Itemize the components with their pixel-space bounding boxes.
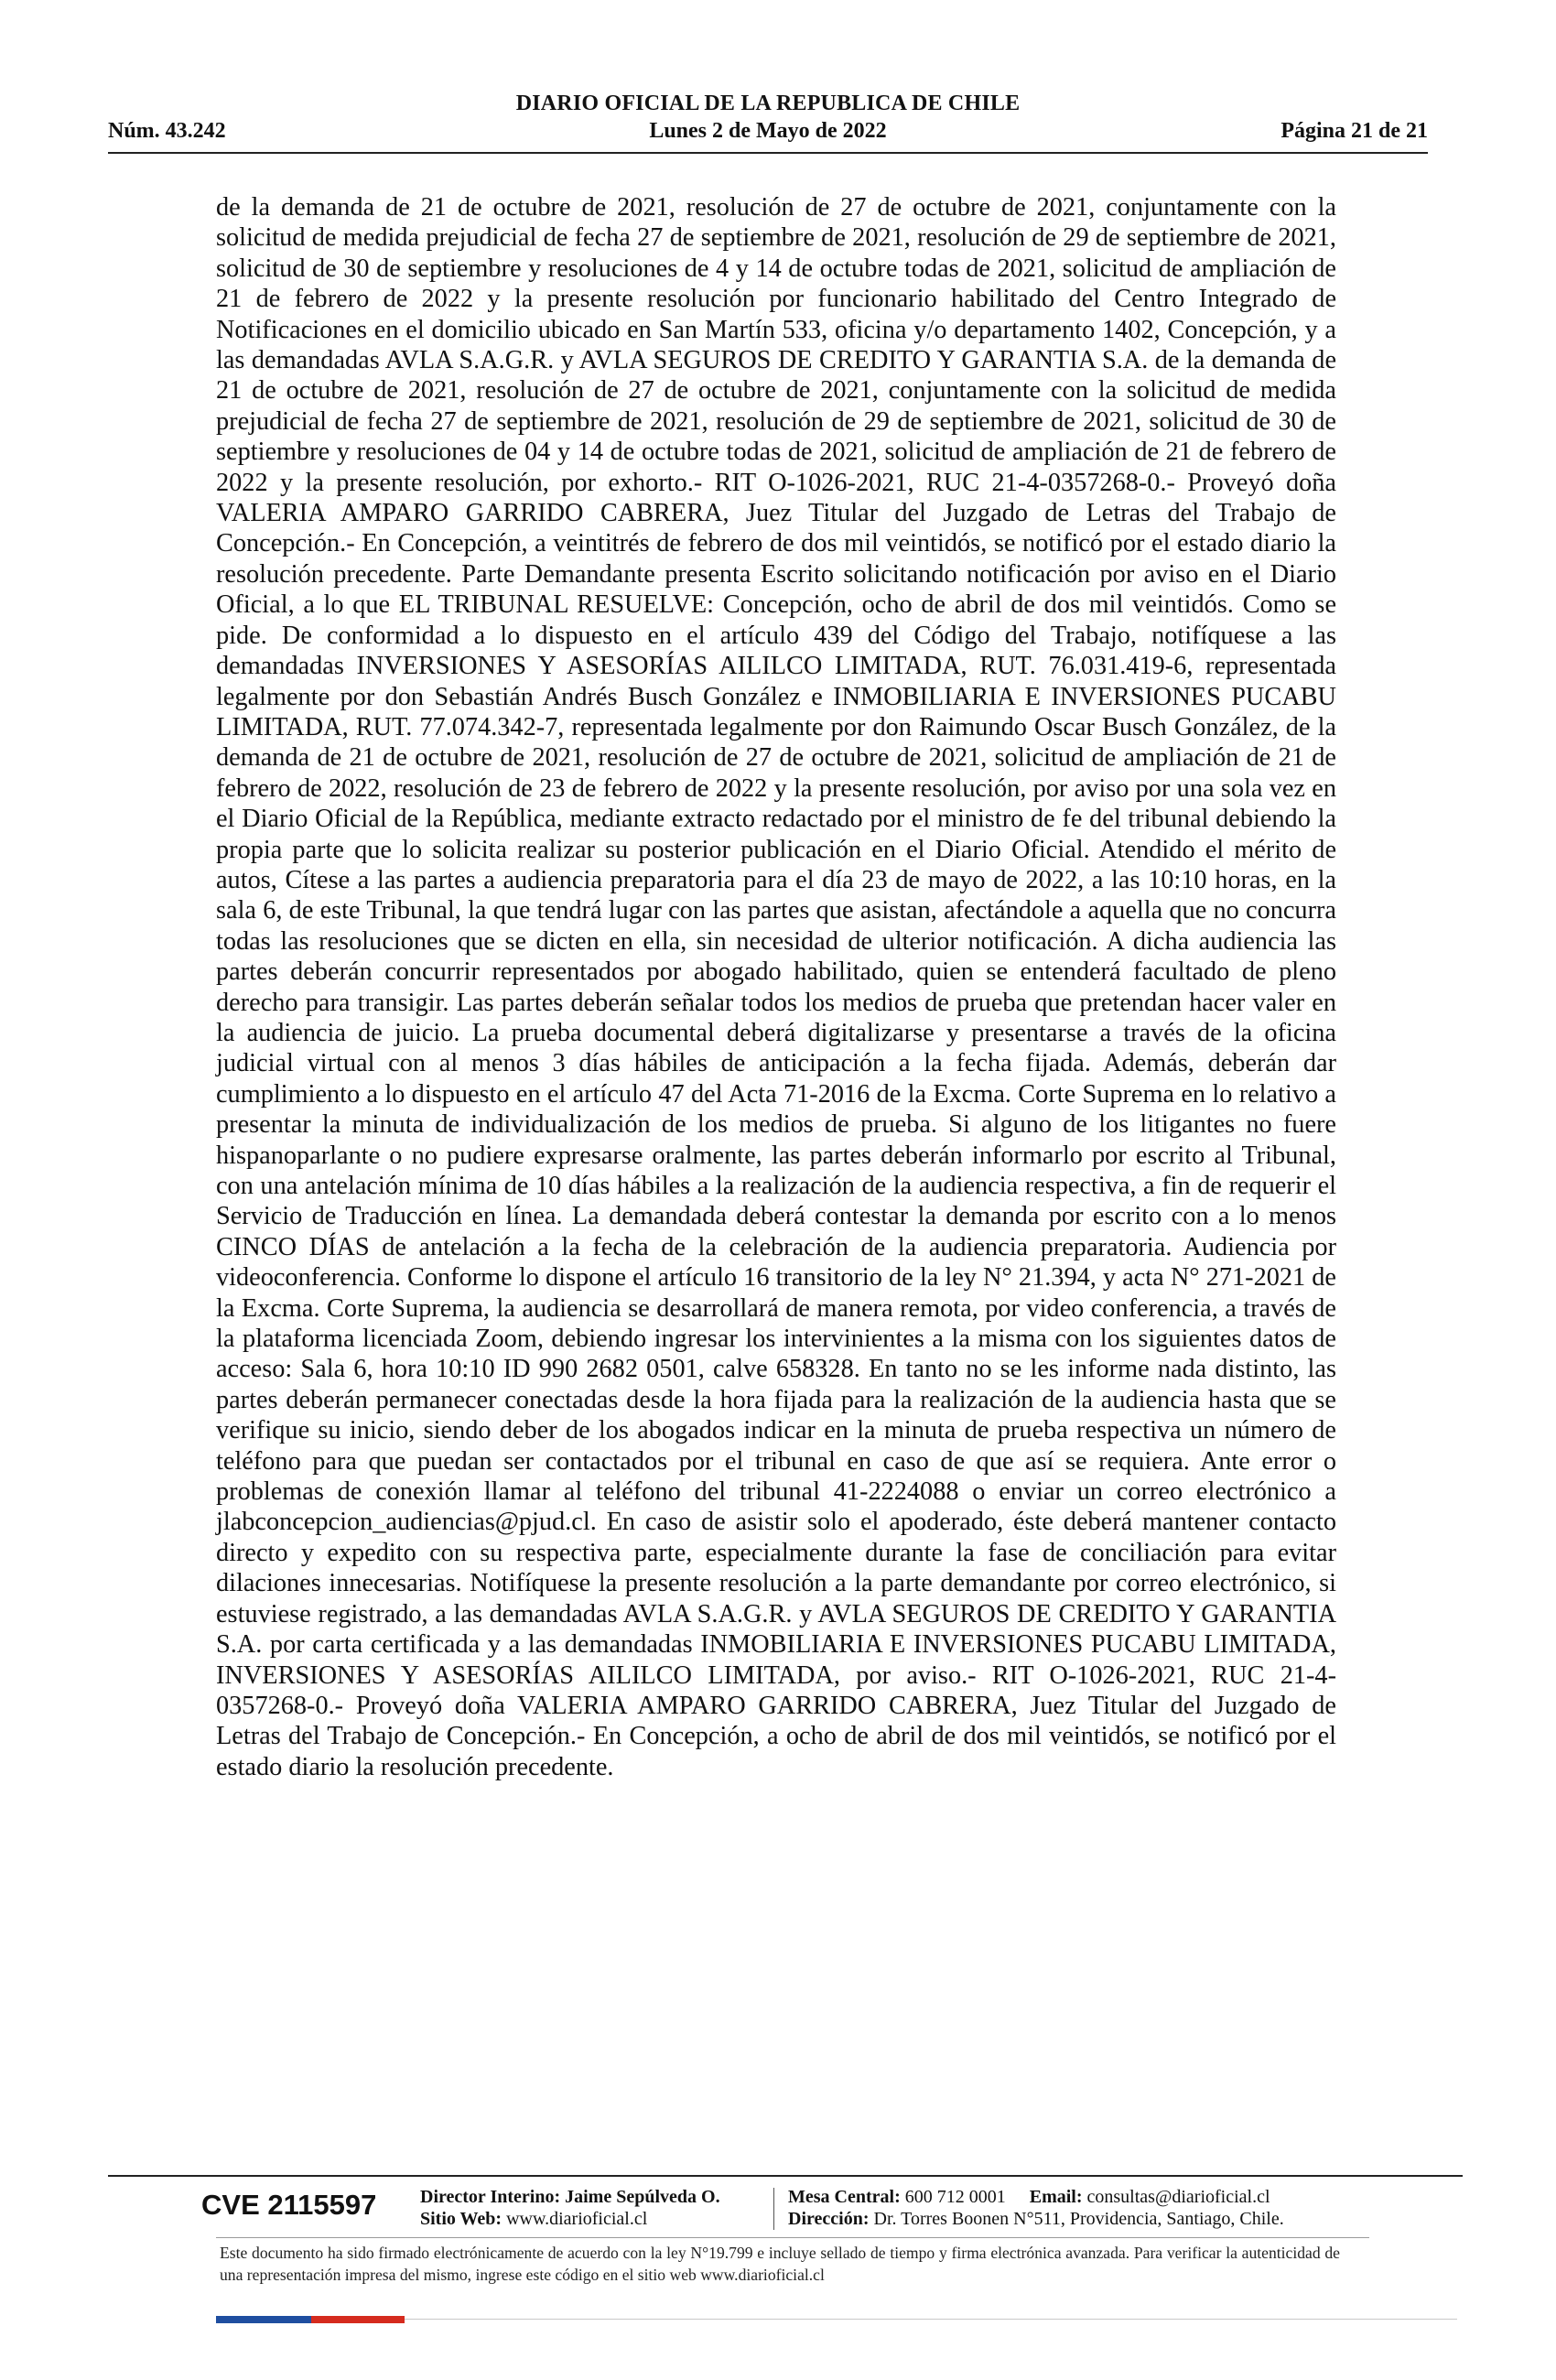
email-link[interactable]: consultas@diarioficial.cl <box>1086 2187 1270 2207</box>
issue-date: Lunes 2 de Mayo de 2022 <box>649 119 887 143</box>
director-name: Jaime Sepúlveda O. <box>565 2187 720 2207</box>
flag-red-segment <box>311 2316 405 2323</box>
footer-contact-block <box>788 2186 1447 2230</box>
page-footer <box>108 2180 1463 2245</box>
footer-inner-divider <box>216 2237 1369 2238</box>
footer-divider <box>108 2175 1463 2177</box>
cve-code: CVE 2115597 <box>201 2189 377 2221</box>
director-label: Director Interino: <box>420 2187 561 2207</box>
header-divider <box>108 152 1428 154</box>
electronic-signature-notice: Este documento ha sido firmado electrónicamente de acuerdo con la ley N°19.799 e incluye sellado de tiempo y firma electrónica avanzada. Para verificar la autenticidad de una representación impresa del mismo, ingrese este código en el sitio web www.diarioficial.cl <box>220 2244 1340 2284</box>
email-label: Email: <box>1029 2187 1083 2207</box>
chile-flag-stripe <box>216 2316 405 2323</box>
footer-director-block <box>420 2186 720 2230</box>
legal-notice-text: de la demanda de 21 de octubre de 2021, resolución de 27 de octubre de 2021, conjuntamente con la solicitud de medida prejudicial de fecha 27 de septiembre de 2021, resolución de 29 de septiembre de 2021, solicitud de 30 de septiembre y resoluciones de 4 y 14 de octubre todas de 2021, solicitud de ampliación de 21 de febrero de 2022 y la presente resolución por funcionario habilitado del Centro Integrado de Notificaciones en el domicilio ubicado en San Martín 533, oficina y/o departamento 1402, Concepción, y a las demandadas AVLA S.A.G.R. y AVLA SEGUROS DE CREDITO Y GARANTIA S.A. de la demanda de 21 de octubre de 2021, resolución de 27 de octubre de 2021, conjuntamente con la solicitud de medida prejudicial de fecha 27 de septiembre de 2021, resolución de 29 de septiembre de 2021, solicitud de 30 de septiembre y resoluciones de 04 y 14 de octubre todas de 2021, solicitud de ampliación de 21 de febrero de 2022 y la presente resolución, por exhorto.- RIT O-1026-2021, RUC 21-4-0357268-0.- Proveyó doña VALERIA AMPARO GARRIDO CABRERA, Juez Titular del Juzgado de Letras del Trabajo de Concepción.- En Concepción, a veintitrés de febrero de dos mil veintidós, se notificó por el estado diario la resolución precedente. Parte Demandante presenta Escrito solicitando notificación por aviso en el Diario Oficial, a lo que EL TRIBUNAL RESUELVE: Concepción, ocho de abril de dos mil veintidós. Como se pide. De conformidad a lo dispuesto en el artículo 439 del Código del Trabajo, notifíquese a las demandadas INVERSIONES Y ASESORÍAS AILILCO LIMITADA, RUT. 76.031.419-6, representada legalmente por don Sebastián Andrés Busch González e INMOBILIARIA E INVERSIONES PUCABU LIMITADA, RUT. 77.074.342-7, representada legalmente por don Raimundo Oscar Busch González, de la demanda de 21 de octubre de 2021, resolución de 27 de octubre de 2021, solicitud de ampliación de 21 de febrero de 2022, resolución de 23 de febrero de 2022 y la presente resolución, por aviso por una sola vez en el Diario Oficial de la República, mediante extracto redactado por el ministro de fe del tribunal debiendo la propia parte que lo solicita realizar su posterior publicación en el Diario Oficial. Atendido el mérito de autos, Cítese a las partes a audiencia preparatoria para el día 23 de mayo de 2022, a las 10:10 horas, en la sala 6, de este Tribunal, la que tendrá lugar con las partes que asistan, afectándole a aquella que no concurra todas las resoluciones que se dicten en ella, sin necesidad de ulterior notificación. A dicha audiencia las partes deberán concurrir representados por abogado habilitado, quien se entenderá facultado de pleno derecho para transigir. Las partes deberán señalar todos los medios de prueba que pretendan hacer valer en la audiencia de juicio. La prueba documental deberá digitalizarse y presentarse a través de la oficina judicial virtual con al menos 3 días hábiles de anticipación a la fecha fijada. Además, deberán dar cumplimiento a lo dispuesto en el artículo 47 del Acta 71-2016 de la Excma. Corte Suprema en lo relativo a presentar la minuta de individualización de los medios de prueba. Si alguno de los litigantes no fuere hispanoparlante o no pudiere expresarse oralmente, las partes deberán informarlo por escrito al Tribunal, con una antelación mínima de 10 días hábiles a la realización de la audiencia respectiva, a fin de requerir el Servicio de Traducción en línea. La demandada deberá contestar la demanda por escrito con a lo menos CINCO DÍAS de antelación a la fecha de la celebración de la audiencia preparatoria. Audiencia por videoconferencia. Conforme lo dispone el artículo 16 transitorio de la ley N° 21.394, y acta N° 271-2021 de la Excma. Corte Suprema, la audiencia se desarrollará de manera remota, por video conferencia, a través de la plataforma licenciada Zoom, debiendo ingresar los intervinientes a la misma con los siguientes datos de acceso: Sala 6, hora 10:10 ID 990 2682 0501, calve 658328. En tanto no se les informe nada distinto, las partes deberán permanecer conectadas desde la hora fijada para la realización de la audiencia hasta que se verifique su inicio, siendo deber de los abogados indicar en la minuta de prueba respectiva un número de teléfono para que puedan ser contactados por el tribunal en caso de que así se requiera. Ante error o problemas de conexión llamar al teléfono del tribunal 41-2224088 o enviar un correo electrónico a jlabconcepcion_audiencias@pjud.cl. En caso de asistir solo el apoderado, éste deberá mantener contacto directo y expedito con su respectiva parte, especialmente durante la fase de conciliación para evitar dilaciones innecesarias. Notifíquese la presente resolución a la parte demandante por correo electrónico, si estuviese registrado, a las demandadas AVLA S.A.G.R. y AVLA SEGUROS DE CREDITO Y GARANTIA S.A. por carta certificada y a las demandadas INMOBILIARIA E INVERSIONES PUCABU LIMITADA, INVERSIONES Y ASESORÍAS AILILCO LIMITADA, por aviso.- RIT O-1026-2021, RUC 21-4-0357268-0.- Proveyó doña VALERIA AMPARO GARRIDO CABRERA, Juez Titular del Juzgado de Letras del Trabajo de Concepción.- En Concepción, a ocho de abril de dos mil veintidós, se notificó por el estado diario la resolución precedente. <box>216 193 1336 1781</box>
flag-blue-segment <box>216 2316 311 2323</box>
site-link[interactable]: www.diarioficial.cl <box>506 2209 648 2229</box>
footer-column-divider <box>773 2188 774 2230</box>
phone-label: Mesa Central: <box>788 2187 901 2207</box>
newspaper-title: DIARIO OFICIAL DE LA REPUBLICA DE CHILE <box>515 92 1021 115</box>
issue-number: Núm. 43.242 <box>108 119 226 143</box>
phone-value: 600 712 0001 <box>904 2187 1006 2207</box>
address-label: Dirección: <box>788 2209 870 2229</box>
address-value: Dr. Torres Boonen N°511, Providencia, Santiago, Chile. <box>873 2209 1284 2229</box>
footer-bottom-line <box>405 2319 1457 2320</box>
page-number: Página 21 de 21 <box>1280 119 1428 143</box>
site-label: Sitio Web: <box>420 2209 502 2229</box>
header-meta-row <box>108 119 1428 146</box>
page-header <box>108 92 1428 150</box>
